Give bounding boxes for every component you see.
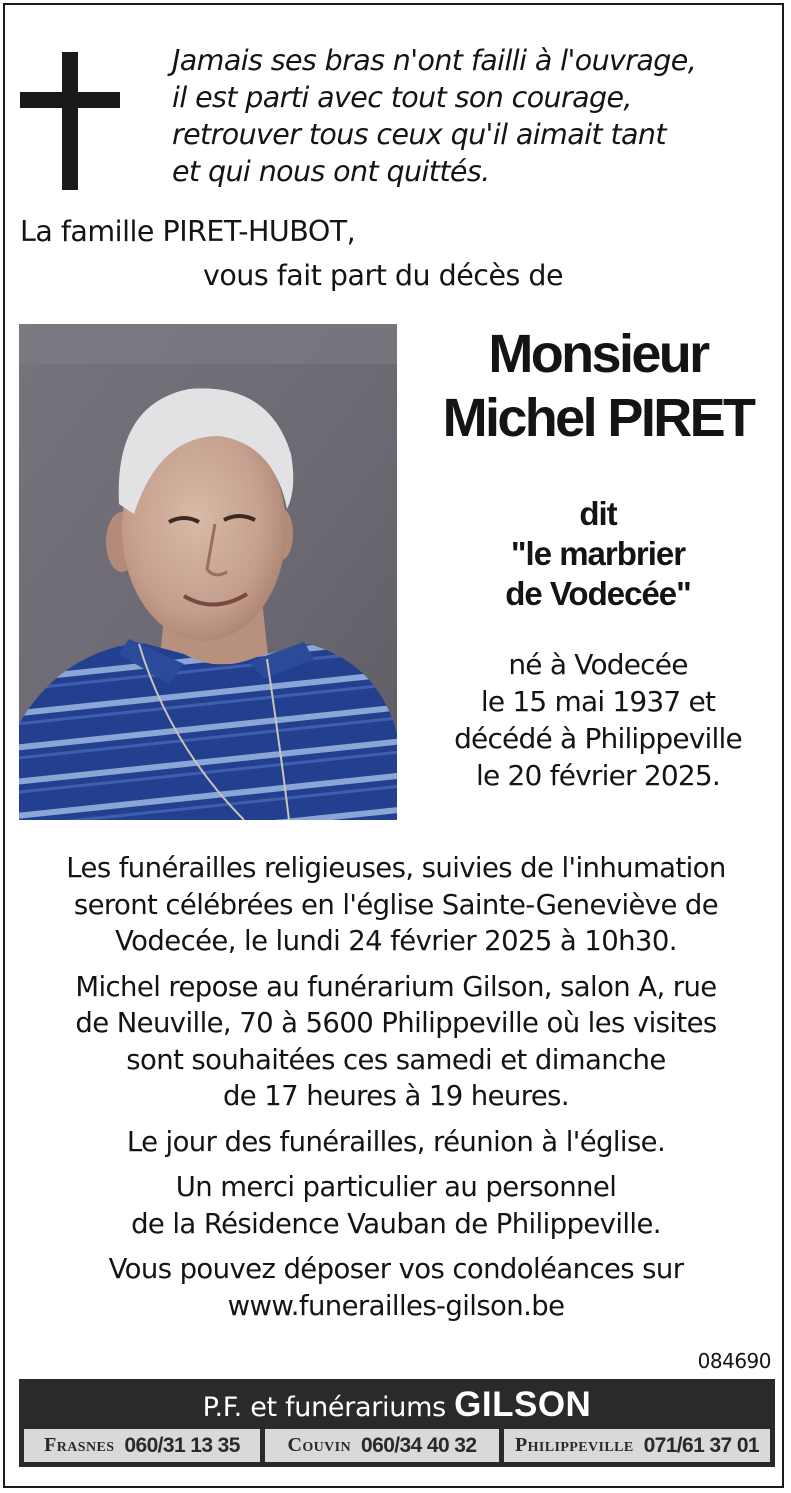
text-line: Vous pouvez déposer vos condoléances sur (108, 1253, 684, 1285)
text-line: Le jour des funérailles, réunion à l'église. (126, 1125, 666, 1158)
contact-city: Couvin (287, 1434, 352, 1456)
visitation-paragraph (20, 969, 772, 1115)
funeral-home-banner (19, 1379, 775, 1467)
life-dates (408, 646, 788, 794)
nickname-line: de Vodecée" (505, 575, 691, 612)
date-line: le 15 mai 1937 et (480, 685, 716, 718)
poem (172, 42, 772, 190)
announcement: vous fait part du décès de (203, 259, 564, 292)
thanks-paragraph (20, 1169, 772, 1242)
reference-number: 084690 (697, 1349, 771, 1373)
contact-phone[interactable]: 060/34 40 32 (361, 1433, 477, 1457)
contact-philippeville (504, 1429, 770, 1462)
text-line: Les funérailles religieuses, suivies de l'inhumation (66, 852, 726, 884)
contact-couvin (265, 1429, 499, 1462)
text-line: Un merci particulier au personnel (175, 1171, 617, 1203)
contact-city: Frasnes (44, 1434, 115, 1456)
banner-title (19, 1385, 775, 1425)
text-line: sont souhaitées ces samedi et dimanche (126, 1043, 666, 1076)
contact-frasnes (24, 1429, 260, 1462)
deceased-name (408, 322, 788, 450)
nickname-line: "le marbrier (510, 535, 686, 572)
text-line: Michel repose au funérarium Gilson, salon A, rue (75, 970, 717, 1003)
text-line: Vodecée, le lundi 24 février 2025 à 10h30. (115, 925, 677, 957)
text-line: de la Résidence Vauban de Philippeville. (131, 1207, 661, 1240)
name-full: Michel PIRET (442, 388, 754, 448)
poem-line: et qui nous ont quittés. (172, 155, 490, 188)
brand-name: GILSON (454, 1385, 592, 1424)
condolences-paragraph (20, 1251, 772, 1324)
text-line: de 17 heures à 19 heures. (222, 1080, 570, 1112)
poem-line: retrouver tous ceux qu'il aimait tant (172, 118, 666, 151)
family-name: La famille PIRET-HUBOT, (20, 215, 356, 248)
text-line: de Neuville, 70 à 5600 Philippeville où les visites (75, 1007, 717, 1039)
portrait-photo (19, 324, 397, 820)
contact-phone[interactable]: 060/31 13 35 (124, 1433, 240, 1457)
poem-line: Jamais ses bras n'ont failli à l'ouvrage, (172, 44, 697, 77)
contact-phone[interactable]: 071/61 37 01 (643, 1433, 759, 1457)
date-line: le 20 février 2025. (476, 759, 720, 792)
banner-prefix: P.F. et funérariums (202, 1392, 446, 1423)
text-line: seront célébrées en l'église Sainte-Geneviève de (73, 888, 719, 921)
contact-city: Philippeville (515, 1434, 634, 1456)
poem-line: il est parti avec tout son courage, (172, 81, 632, 114)
nickname (408, 494, 788, 614)
condolences-link[interactable]: www.funerailles-gilson.be (227, 1289, 565, 1322)
date-line: né à Vodecée (508, 648, 688, 681)
name-title: Monsieur (488, 324, 708, 384)
nickname-line: dit (579, 495, 617, 532)
meeting-paragraph (20, 1124, 772, 1161)
date-line: décédé à Philippeville (454, 722, 742, 755)
funeral-paragraph (20, 850, 772, 960)
contact-list (24, 1429, 770, 1462)
funeral-details (20, 850, 772, 1333)
